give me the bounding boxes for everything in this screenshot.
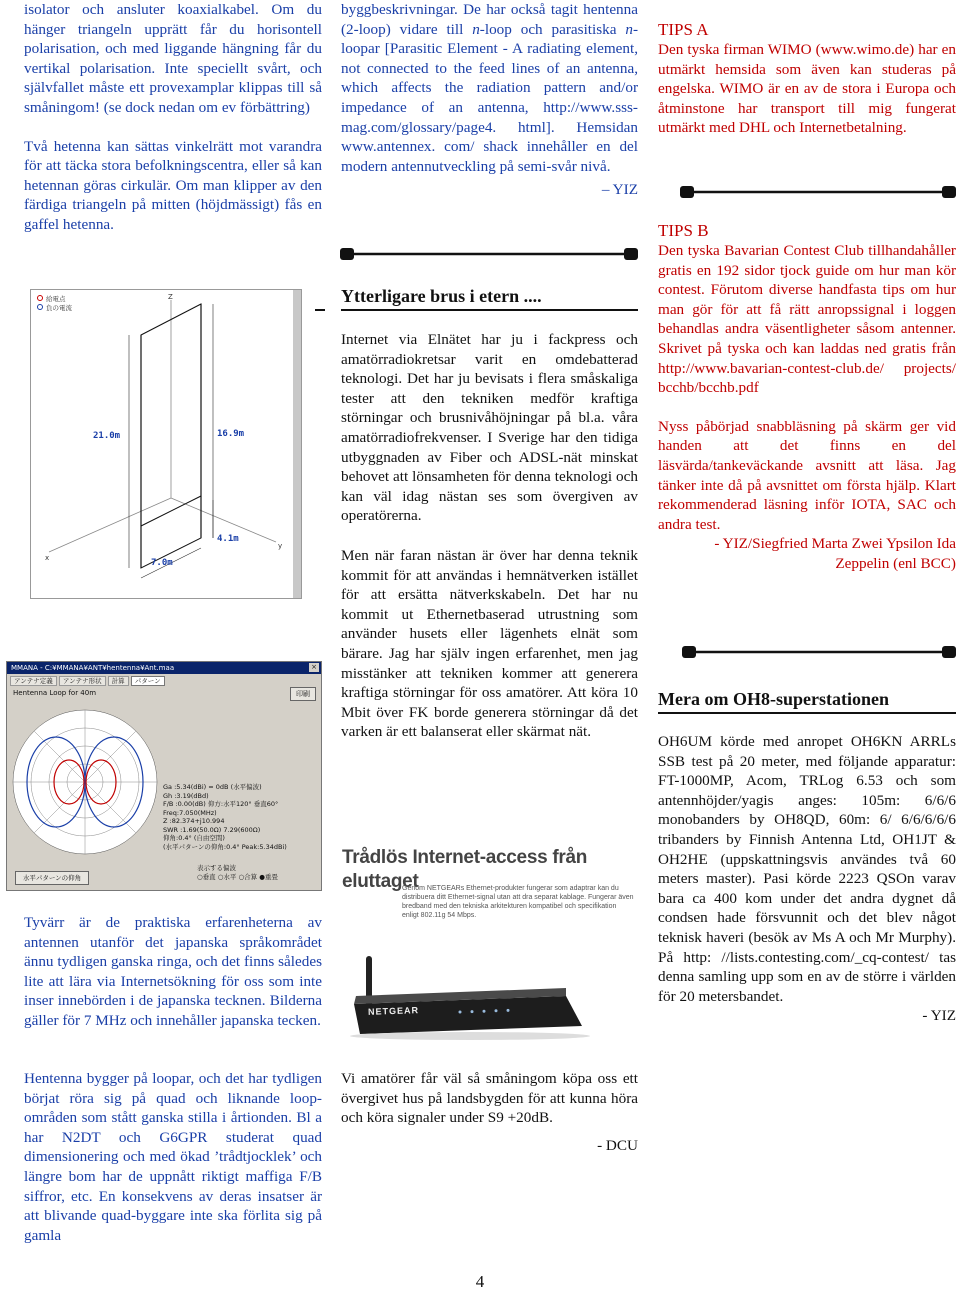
tips-a-heading: TIPS A (658, 20, 709, 39)
readout-line-3: F/B :0.00(dB) 仰方:水平120° 垂直60° (163, 800, 279, 808)
readout-line-5: Z :82.374+j10.994 (163, 817, 225, 825)
left-column (24, 0, 322, 254)
middle-p1-part-b: -loop och parasitiska (479, 20, 626, 38)
right-heading-rule (658, 712, 956, 714)
readout-line-7: 仰角:0.4° (自由空間) (163, 834, 225, 842)
left-column-bottom (24, 1069, 322, 1264)
pol-option-total: 合算 (244, 873, 258, 881)
right-column-body (658, 732, 956, 1026)
pol-radio-overlay-icon[interactable]: ● (259, 873, 265, 881)
tips-a-text: Den tyska firman WIMO (www.wimo.de) har en utmärkt hemsida som även kan studeras på engelska. WIMO är en av de stora i Europa och åtminstone har transport till mig fungerat utmärkt med DHL och Internetbetalning. (658, 41, 956, 137)
pol-option-overlay: 重畳 (264, 873, 278, 881)
diagram-dim-height-left: 21.0m (93, 431, 121, 441)
middle-heading-rule (341, 309, 638, 311)
diagram-x-axis-label: x (45, 554, 50, 562)
tips-a-block (658, 20, 956, 157)
middle-signature-yiz: – YIZ (601, 181, 638, 199)
ad-headline: Trådlös Internet-access från eluttaget (342, 847, 588, 892)
diagram-legend-current: 負の電流 (46, 304, 72, 312)
diagram-legend-feed: 給電点 (46, 295, 66, 303)
tips-signature: - YIZ/Siegfried Marta Zwei Ypsilon Ida Zeppelin (enl BCC) (714, 535, 956, 572)
middle-paragraph-2: Internet via Elnätet har ju i fackpress och amatörradiokretsar varit en omdebatterad teknologi. Det har ju bevisats i flera småskaliga tester att den tekniken medför kraftiga störningar och brusnivåhöjningar på bl.a. våra amatörradiofrekvenser. I Sverige har den tidiga utbyggnaden av Fiber och ADSL-nät minskat behovet att lönsamheten för denna teknologi och kan väl idag nästan ses som övergiven av operatörerna. (341, 331, 638, 525)
diagram-dim-small: 4.1m (217, 534, 239, 544)
middle-column-top (341, 0, 638, 200)
middle-p1-part-a: byggbeskrivningar. De har också tagit hentenna (2-loop) vidare till (341, 1, 638, 38)
diagram-y-axis-label: y (278, 542, 283, 550)
readout-line-1: Ga :5.34(dBi) = 0dB (水平偏波) (163, 783, 262, 791)
polarization-label: 表示する偏波 (197, 864, 236, 872)
readout-line-8: (水平パターンの仰角:0.4° Peak:5.34dBi) (163, 842, 287, 851)
readout-line-4: Freq:7.050(MHz) (163, 808, 217, 817)
pattern-tab-1[interactable]: アンテナ定義 (10, 676, 57, 686)
pattern-elevation-button[interactable]: 水平パターンの仰角 (15, 871, 89, 885)
tips-b-block (658, 221, 956, 574)
middle-paragraph-1 (341, 0, 638, 176)
pattern-window-title: MMANA - C:¥MMANA¥ANT¥hentenna¥Ant.maa (11, 664, 175, 672)
left-column-lower (24, 913, 322, 1050)
pol-radio-total-icon[interactable]: ○ (238, 873, 245, 881)
pol-radio-vertical-icon[interactable]: ○ (197, 873, 203, 881)
antenna-geometry-svg (31, 290, 301, 598)
ad-brand-logo: NETGEAR (367, 1005, 420, 1017)
diagram-dim-base: 7.0m (151, 558, 173, 568)
middle-p1-part-c: -loopar [Parasitic Element - A radiating element, not connected to the feed lines of an antenna, which affects the radiation pattern and/or impedance of an antenna, http://www.sss-mag.com/glossary/page4. html]. Hemsidan www.antennex. com/ shack innehåller en del modern antennutveckling på semi-svår nivå. (341, 20, 638, 175)
middle-paragraph-4: Vi amatörer får väl så småningom köpa oss ett övergivet hus på landsbygden för att kunna höra och köra signaler under S9 +20dB. (341, 1070, 638, 1127)
readout-line-6: SWR :1.69(50.0Ω) 7.29(600Ω) (163, 825, 261, 834)
left-paragraph-2: Två hetenna kan sättas vinkelrätt mot varandra för att täcka stora befolkningscentra, eller så kan hetennan göras cirkulär. Om man klipper av den färdiga triangeln på mitten (höjdmässigt) fås en gaffel hetenna. (24, 137, 322, 233)
divider-cable-right-2 (682, 645, 956, 659)
pol-option-vertical: 垂直 (202, 873, 216, 881)
tips-c-text: Nyss påbörjad snabbläsning på skärm ger vid handen att det finns en del läsvärda/tankeväckande avsnitt att läsa. Jag tänker inte då på avsnittet om första hjälp. Klart rekommenderad läsning inför IOTA, SAC och andra test. (658, 417, 956, 533)
right-signature-yiz: - YIZ (922, 1007, 956, 1025)
netgear-ad (340, 846, 638, 1042)
diagram-z-axis-label: Z (168, 293, 173, 301)
pattern-tab-3[interactable]: 計算 (108, 676, 129, 686)
pattern-polarization-group (197, 864, 278, 882)
pol-option-horizontal: 水平 (223, 873, 237, 881)
middle-column-bottom (341, 1069, 638, 1155)
pol-radio-horizontal-icon[interactable]: ○ (217, 873, 224, 881)
readout-line-2: Gh :3.19(dBd) (163, 791, 209, 800)
right-paragraph-1: OH6UM körde med anropet OH6KN ARRLs SSB test på 20 meter, med följande apparatur: FT-1000MP, Acom, TRLog 6.53 och som antennhöjder/yagis anges: 105m: 6/6/6 monobanders by OH8QD, 60m: 6/ 6/6/6/6/6 tribanders by Finnish Antenna Ltd, OH1JT & OH2HE (uppskattningsvis användes två 60 meters master). Pasi körde 2223 QSOn varav bara ca 400 kom under det andra dygnet då condsen hade försvunnit och det blev något teknisk haveri (besök av Ms A och Mr Murphy). På http: //lists.contesting.com/_cq-contest/ tas denna samling upp som en av de större i världen för 20 metersbandet. (658, 733, 956, 1005)
pattern-print-button[interactable]: 印刷 (290, 687, 316, 701)
divider-cable-right-1 (680, 185, 956, 199)
middle-paragraph-3: Men när faran nästan är över har denna teknik kommit för att användas i hemnätverken istället för att ersätta nätverkskabeln. Det har nu kommit ut Ethernetbaserad utrustning som använder husets eller lägenhets elnät som bärare. Jag har själv ingen erfarenhet, men jag misstänker att tekniken kommer att generera kraftiga störningar för oss amatörer. Att köra 10 Mbit över FK borde generera störningar då det varken är ett balanserat eller skärmat nät. (341, 546, 638, 741)
middle-column-body (341, 330, 638, 761)
tips-b-text: Den tyska Bavarian Contest Club tillhandahåller gratis en 192 sidor tjock guide om hur man kör contest. Förutom diverse handfasta tips om hur man gör för att få rätt anropssignal i loggen behandlas andra väsentligheter såsom antenner. Skrivet på tyska och kan laddas ned gratis från http://www.bavarian-contest-club.de/ projects/ bcchb/bcchb.pdf (658, 242, 956, 397)
column-dash-mark (315, 309, 325, 311)
tips-b-heading: TIPS B (658, 221, 709, 240)
left-paragraph-3: Tyvärr är de praktiska erfarenheterna av antennen utanför det japanska språkområdet ännu tydligen ganska ringa, och det finns således lite att lära via Internetsökning för oss som inte inser innebörden i de japanska tecknen. Bilderna gäller för 7 MHz och innehåller japanska tecken. (24, 914, 322, 1029)
left-paragraph-1: isolator och ansluter koaxialkabel. Om du hänger triangeln upprätt får du horisontell polarisation, och med liggande hängning får du vertikal polarisation. Inte speciellt svårt, och självfallet måste ett provexamplar klippas till så småningom! (se dock nedan om ev förbättring) (24, 1, 322, 116)
page-number: 4 (475, 1272, 485, 1291)
pattern-readout (163, 783, 287, 851)
divider-cable-middle (340, 247, 638, 261)
pattern-tab-4[interactable]: パターン (131, 676, 165, 686)
pattern-plot-svg (7, 662, 321, 890)
right-heading: Mera om OH8-superstationen (658, 689, 889, 709)
middle-p1-italic-n1: n (472, 20, 480, 38)
pattern-close-icon[interactable]: × (309, 663, 319, 672)
pattern-plot-title: Hentenna Loop for 40m (13, 689, 97, 697)
ad-body-text: Genom NETGEARs Ethernet-produkter fungerar som adaptrar kan du distribuera ditt Ethernet-signal utan att dra separat kablage. Fungerar även bredband med den tekniska arkitekturen kompatibel och specifikation enligt 802.11g 54 Mbps. (402, 885, 634, 919)
middle-p1-italic-n2: n (625, 20, 633, 38)
left-paragraph-4: Hentenna bygger på loopar, och det har tydligen börjat röra sig på quad och liknande loop-områden som stått ganska stilla i årtionden. Bl a har N2DT och G6GPR studerat quad dimensionering och med ökad ’trådtjocklek’ och längre bom har de uppnått riktigt maffiga F/B siffror, etc. En konsekvens av deras insatser är att blivande quad-byggare inte ska förlita sig på gamla (24, 1070, 322, 1244)
radiation-pattern-window (6, 661, 322, 891)
middle-heading: Ytterligare brus i etern .... (341, 286, 542, 306)
diagram-dim-height-right: 16.9m (217, 429, 245, 439)
pattern-tab-2[interactable]: アンテナ形状 (59, 676, 106, 686)
middle-signature-dcu: - DCU (597, 1136, 638, 1154)
antenna-geometry-diagram (30, 289, 302, 599)
